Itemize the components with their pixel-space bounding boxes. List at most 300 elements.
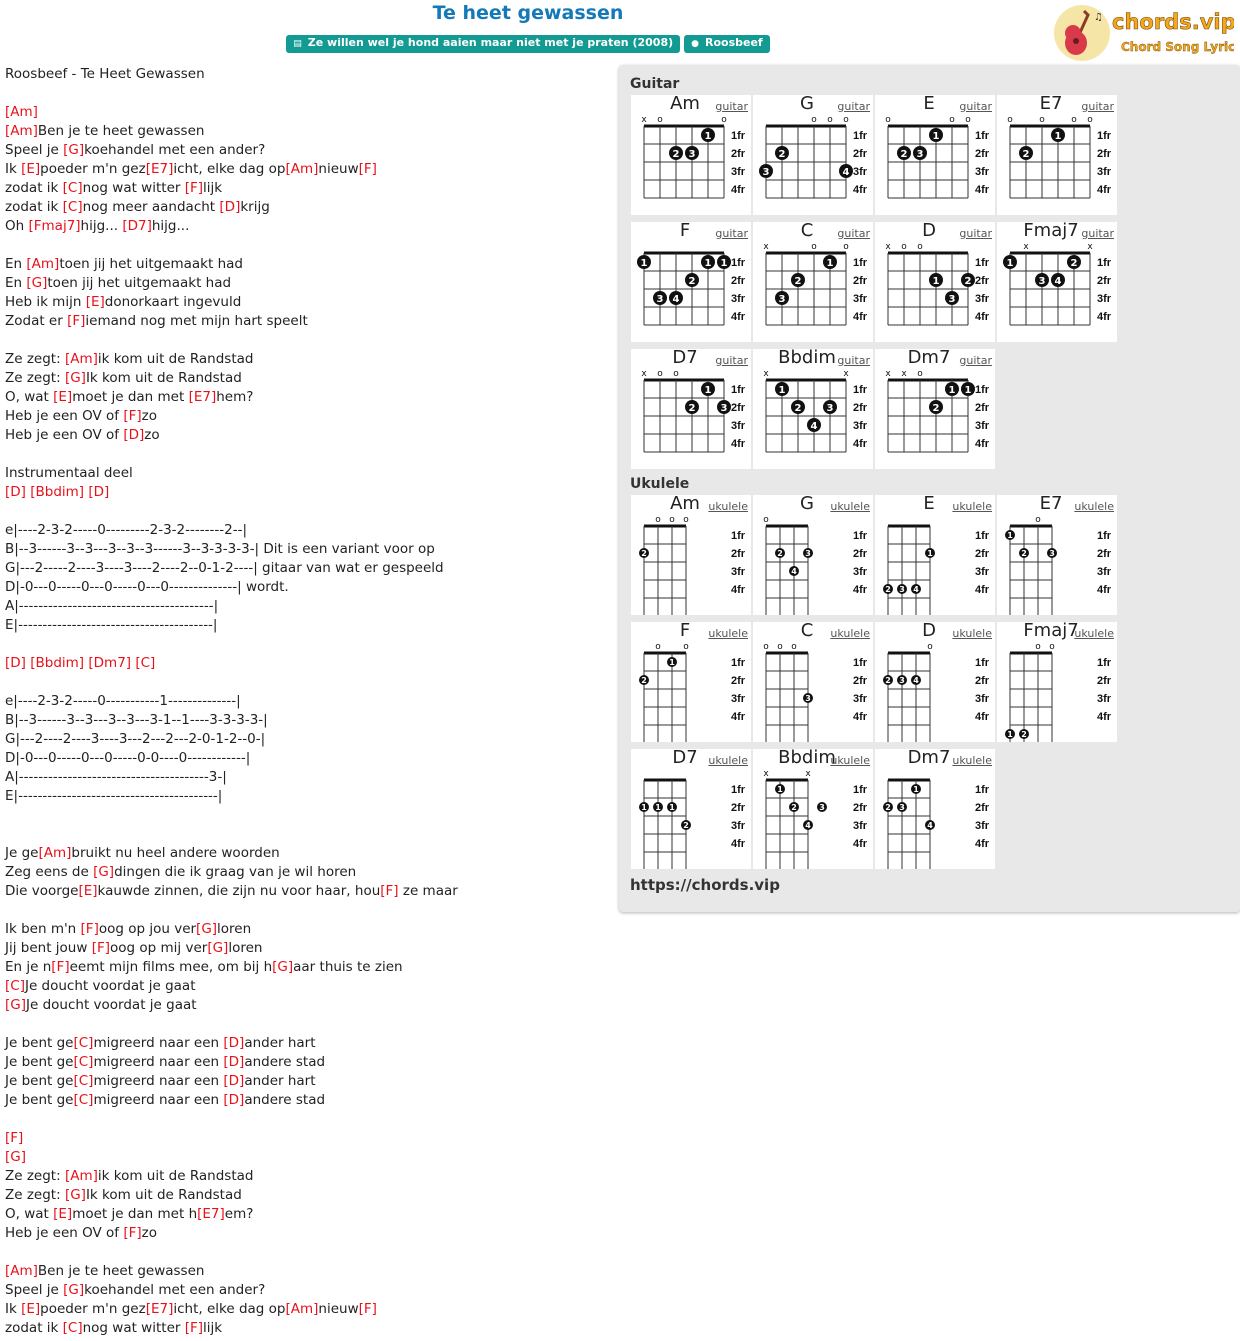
finger-number: 1 [964, 385, 972, 396]
fret-label: 2fr [975, 402, 990, 414]
chord-card-guitar-bbdim[interactable] [753, 349, 873, 469]
open-marker: o [1039, 115, 1045, 125]
chord-diagram [631, 495, 751, 615]
chord-diagram [631, 222, 751, 342]
guitar-link[interactable]: guitar [1081, 100, 1114, 113]
chord-diagram [875, 749, 995, 869]
chord-panel [619, 65, 1240, 912]
fret-label: 3fr [853, 293, 868, 305]
ukulele-heading: Ukulele [630, 476, 690, 492]
chord-card-ukulele-e7[interactable] [997, 495, 1117, 615]
finger-number: 1 [1007, 531, 1013, 540]
fret-label: 3fr [975, 293, 990, 305]
fret-label: 3fr [731, 166, 746, 178]
fret-label: 2fr [731, 148, 746, 160]
fret-label: 1fr [853, 130, 868, 142]
fret-label: 2fr [1097, 675, 1112, 687]
finger-number: 1 [720, 258, 728, 269]
lyric-line: Heb je een OV of [F]zo [5, 408, 158, 424]
lyric-line: Zeg eens de [G]dingen die ik graag van je wil horen [5, 864, 357, 880]
lyric-line: Je bent ge[C]migreerd naar een [D]andere stad [5, 1054, 326, 1070]
chord-card-guitar-d7[interactable] [631, 349, 751, 469]
chord-link[interactable]: [F] [358, 1301, 377, 1317]
lyric-line: Die voorge[E]kauwde zinnen, die zijn nu voor haar, hou[F] ze maar [5, 883, 458, 899]
chord-link[interactable]: [F] [184, 1320, 204, 1336]
fret-label: 1fr [853, 657, 868, 669]
fret-label: 4fr [731, 184, 746, 196]
chord-link[interactable]: [G] [196, 921, 218, 937]
fret-label: 2fr [975, 675, 990, 687]
guitar-link[interactable]: guitar [837, 100, 870, 113]
fret-label: 4fr [975, 584, 990, 596]
finger-number: 2 [791, 803, 797, 812]
mute-marker: x [763, 769, 769, 779]
chord-card-guitar-dm7[interactable] [875, 349, 995, 469]
finger-number: 2 [1021, 549, 1027, 558]
chord-link[interactable]: [E7] [145, 161, 174, 177]
chord-link[interactable]: [Am] [5, 123, 38, 139]
chord-link[interactable]: [Bbdim] [30, 484, 85, 500]
lyric-line: En [G]toen jij het uitgemaakt had [5, 275, 232, 291]
mute-marker: x [763, 242, 769, 252]
fret-label: 2fr [1097, 275, 1112, 287]
chord-diagram [875, 95, 995, 215]
lyric-line: Oh [Fmaj7]hijg... [D7]hijg... [5, 218, 190, 234]
chord-card-guitar-d[interactable] [875, 222, 995, 342]
chord-name: Am [670, 493, 700, 514]
open-marker: o [763, 515, 769, 525]
finger-number: 2 [932, 403, 940, 414]
guitar-link[interactable]: guitar [715, 227, 748, 240]
fret-label: 1fr [853, 257, 868, 269]
chord-card-guitar-fmaj7[interactable] [997, 222, 1117, 342]
guitar-link[interactable]: guitar [715, 354, 748, 367]
finger-number: 2 [794, 276, 802, 287]
open-marker: o [885, 115, 891, 125]
artist-badge[interactable] [684, 35, 770, 53]
lyric-line: e|----2-3-2-----0-----------1--------------| [5, 693, 241, 709]
lyric-line: zodat ik [C]nog meer aandacht [D]krijg [5, 199, 270, 215]
chord-card-guitar-e7[interactable] [997, 95, 1117, 215]
chord-card-ukulele-d[interactable] [875, 622, 995, 742]
lyric-line: Ze zegt: [G]Ik kom uit de Randstad [5, 370, 242, 386]
finger-number: 2 [885, 585, 891, 594]
fret-label: 4fr [853, 584, 868, 596]
chord-link[interactable]: [E] [21, 1301, 41, 1317]
open-marker: o [843, 242, 849, 252]
lyric-line: Roosbeef - Te Heet Gewassen [5, 66, 205, 82]
chord-diagram [997, 495, 1117, 615]
finger-number: 3 [826, 403, 834, 414]
chord-link[interactable]: [Fmaj7] [28, 218, 81, 234]
album-label: Ze willen wel je hond aaien maar niet met je praten (2008) [307, 36, 674, 49]
fret-label: 4fr [853, 184, 868, 196]
chord-link[interactable]: [G] [272, 959, 294, 975]
open-marker: o [917, 369, 923, 379]
fret-label: 2fr [731, 675, 746, 687]
chord-link[interactable]: [C] [73, 1035, 94, 1051]
finger-number: 2 [641, 676, 647, 685]
lyric-line: Speel je [G]koehandel met een ander? [5, 1282, 266, 1298]
finger-number: 1 [927, 549, 933, 558]
chord-link[interactable]: [D] [5, 484, 26, 500]
chord-link[interactable]: [D] [123, 427, 145, 443]
chord-link[interactable]: [Bbdim] [30, 655, 85, 671]
fret-label: 1fr [975, 130, 990, 142]
finger-number: 1 [640, 258, 648, 269]
chord-link[interactable]: [C] [62, 199, 83, 215]
fret-label: 1fr [975, 784, 990, 796]
finger-number: 3 [656, 294, 664, 305]
ukulele-link[interactable]: ukulele [708, 627, 748, 640]
open-marker: o [673, 369, 679, 379]
chord-link[interactable]: [D] [223, 1054, 245, 1070]
chord-card-guitar-c[interactable] [753, 222, 873, 342]
fret-label: 3fr [731, 420, 746, 432]
open-marker: o [721, 115, 727, 125]
open-marker: o [657, 115, 663, 125]
chord-link[interactable]: [E] [53, 389, 73, 405]
fret-label: 2fr [731, 275, 746, 287]
ukulele-link[interactable]: ukulele [830, 754, 870, 767]
chord-name: Dm7 [907, 347, 951, 368]
chord-name: E7 [1039, 493, 1063, 514]
lyric-line: D|-0---0-----0---0-----0---0--------------| wordt. [5, 579, 289, 595]
lyric-line [5, 502, 605, 521]
fret-label: 3fr [1097, 293, 1112, 305]
open-marker: o [811, 115, 817, 125]
finger-number: 2 [683, 821, 689, 830]
fret-label: 1fr [1097, 530, 1112, 542]
finger-number: 1 [1006, 258, 1014, 269]
fret-label: 4fr [731, 584, 746, 596]
guitar-link[interactable]: guitar [715, 100, 748, 113]
finger-number: 1 [655, 803, 661, 812]
chord-link[interactable]: [C] [73, 1073, 94, 1089]
chord-link[interactable]: [F] [123, 1225, 142, 1241]
finger-number: 2 [672, 149, 680, 160]
fret-label: 1fr [853, 784, 868, 796]
fret-label: 1fr [975, 657, 990, 669]
chord-link[interactable]: [D] [219, 199, 241, 215]
lyric-line: Ze zegt: [Am]ik kom uit de Randstad [5, 1168, 254, 1184]
chord-link[interactable]: [E7] [145, 1301, 174, 1317]
lyric-line: Ik ben m'n [F]oog op jou ver[G]loren [5, 921, 252, 937]
ukulele-link[interactable]: ukulele [952, 500, 992, 513]
chord-link[interactable]: [G] [64, 1187, 86, 1203]
chord-diagram [875, 622, 995, 742]
chord-name: Dm7 [907, 747, 951, 768]
finger-number: 2 [885, 676, 891, 685]
chord-link[interactable]: [C] [5, 978, 25, 994]
lyric-line [5, 103, 605, 122]
open-marker: o [1035, 515, 1041, 525]
chord-link[interactable]: [C] [62, 180, 83, 196]
album-icon: ▤ [293, 39, 302, 49]
fret-label: 4fr [731, 438, 746, 450]
fret-label: 3fr [853, 420, 868, 432]
chord-card-ukulele-e[interactable] [875, 495, 995, 615]
lyric-line: zodat ik [C]nog wat witter [F]lijk [5, 1320, 223, 1336]
open-marker: o [657, 369, 663, 379]
lyric-line [5, 236, 605, 255]
chord-link[interactable]: [Am] [285, 161, 319, 177]
chord-link[interactable]: [F] [91, 940, 111, 956]
mute-marker: x [885, 242, 891, 252]
guitar-link[interactable]: guitar [959, 227, 992, 240]
mute-marker: x [1087, 242, 1093, 252]
chord-link[interactable]: [E7] [197, 1206, 225, 1222]
open-marker: o [763, 642, 769, 652]
lyric-line [5, 654, 605, 673]
chord-link[interactable]: [Dm7] [88, 655, 132, 671]
chord-link[interactable]: [C] [73, 1092, 94, 1108]
finger-number: 1 [826, 258, 834, 269]
chord-link[interactable]: [C] [73, 1054, 94, 1070]
chord-link[interactable]: [C] [62, 1320, 83, 1336]
finger-number: 4 [810, 421, 818, 432]
finger-number: 1 [777, 785, 783, 794]
lyric-line: Je ge[Am]bruikt nu heel andere woorden [5, 845, 280, 861]
finger-number: 3 [720, 403, 728, 414]
fret-label: 2fr [853, 275, 868, 287]
guitar-link[interactable]: guitar [837, 354, 870, 367]
chord-diagram [753, 622, 873, 742]
fret-label: 1fr [1097, 657, 1112, 669]
ukulele-link[interactable]: ukulele [952, 627, 992, 640]
chord-card-guitar-e[interactable] [875, 95, 995, 215]
chord-link[interactable]: [F] [51, 959, 70, 975]
open-marker: o [669, 515, 675, 525]
ukulele-link[interactable]: ukulele [1074, 500, 1114, 513]
chord-link[interactable]: [G] [5, 997, 26, 1013]
chord-link[interactable]: [Am] [64, 351, 98, 367]
chord-link[interactable]: [Am] [5, 104, 38, 120]
chord-link[interactable]: [F] [5, 1130, 24, 1146]
chord-link[interactable]: [F] [358, 161, 377, 177]
chord-card-ukulele-dm7[interactable] [875, 749, 995, 869]
ukulele-link[interactable]: ukulele [830, 500, 870, 513]
chord-link[interactable]: [D] [5, 655, 26, 671]
chord-link[interactable]: [F] [184, 180, 204, 196]
lyric-line: G|---2-----2----3----3----2----2--0-1-2----| gitaar van wat er gespeeld [5, 560, 444, 576]
finger-number: 4 [913, 585, 919, 594]
chord-link[interactable]: [F] [80, 921, 99, 937]
chord-link[interactable]: [D] [223, 1035, 245, 1051]
chord-name: Am [670, 93, 700, 114]
chord-link[interactable]: [E7] [188, 389, 217, 405]
lyric-line: G|---2----2----3----3---2---2---2-0-1-2--0-| [5, 731, 266, 747]
open-marker: o [791, 642, 797, 652]
open-marker: o [927, 642, 933, 652]
fret-label: 2fr [853, 802, 868, 814]
chord-link[interactable]: [D] [223, 1073, 245, 1089]
lyric-line: B|--3------3--3---3--3---3-1--1----3-3-3-3-| [5, 712, 268, 728]
fret-label: 4fr [853, 438, 868, 450]
lyric-line [5, 1129, 605, 1148]
finger-number: 4 [1054, 276, 1062, 287]
chord-name: F [679, 620, 691, 641]
chord-card-ukulele-bbdim[interactable] [753, 749, 873, 869]
mute-marker: x [641, 115, 647, 125]
chord-link[interactable]: [Am] [285, 1301, 319, 1317]
finger-number: 3 [688, 149, 696, 160]
guitar-link[interactable]: guitar [1081, 227, 1114, 240]
finger-number: 3 [1049, 549, 1055, 558]
chord-link[interactable]: [E] [53, 1206, 73, 1222]
chord-name: D7 [672, 747, 698, 768]
open-marker: o [1071, 115, 1077, 125]
fret-label: 2fr [853, 148, 868, 160]
open-marker: o [683, 515, 689, 525]
chord-diagram [875, 349, 995, 469]
fret-label: 2fr [975, 148, 990, 160]
chord-link[interactable]: [G] [207, 940, 229, 956]
chord-link[interactable]: [G] [93, 864, 115, 880]
album-badge[interactable] [286, 35, 680, 53]
chord-name: F [679, 220, 691, 241]
chord-card-guitar-am[interactable] [631, 95, 751, 215]
finger-number: 4 [805, 821, 811, 830]
open-marker: o [1049, 642, 1055, 652]
lyric-line: Instrumentaal deel [5, 465, 133, 481]
chord-link[interactable]: [D] [88, 484, 110, 500]
fret-label: 1fr [975, 530, 990, 542]
fret-label: 4fr [975, 184, 990, 196]
open-marker: o [843, 115, 849, 125]
finger-number: 1 [1007, 730, 1013, 739]
fret-label: 1fr [853, 384, 868, 396]
chord-card-ukulele-am[interactable] [631, 495, 751, 615]
fret-label: 4fr [731, 838, 746, 850]
ukulele-link[interactable]: ukulele [1074, 627, 1114, 640]
lyric-line: Heb je een OV of [D]zo [5, 427, 160, 443]
finger-number: 4 [791, 567, 797, 576]
fret-label: 1fr [731, 257, 746, 269]
fret-label: 4fr [975, 838, 990, 850]
chord-link[interactable]: [Am] [64, 1168, 98, 1184]
finger-number: 1 [669, 658, 675, 667]
chord-link[interactable]: [E] [78, 883, 98, 899]
chord-link[interactable]: [G] [26, 275, 48, 291]
lyric-line: D|-0---0-----0---0-----0-0----0------------| [5, 750, 251, 766]
mute-marker: x [805, 769, 811, 779]
chord-link[interactable]: [G] [63, 1282, 85, 1298]
chord-diagram [753, 349, 873, 469]
finger-number: 2 [778, 149, 786, 160]
finger-number: 1 [778, 385, 786, 396]
chord-name: Fmaj7 [1023, 620, 1079, 641]
ukulele-link[interactable]: ukulele [830, 627, 870, 640]
chord-link[interactable]: [G] [5, 1149, 26, 1165]
fret-label: 3fr [853, 693, 868, 705]
lyric-line: En [Am]toen jij het uitgemaakt had [5, 256, 243, 272]
chord-card-guitar-g[interactable] [753, 95, 873, 215]
finger-number: 3 [805, 694, 811, 703]
chord-diagram [753, 95, 873, 215]
lyrics-body [5, 65, 605, 1338]
chord-card-ukulele-g[interactable] [753, 495, 873, 615]
chord-link[interactable]: [Am] [38, 845, 72, 861]
mute-marker: x [763, 369, 769, 379]
finger-number: 3 [916, 149, 924, 160]
lyric-line: Heb ik mijn [E]donorkaart ingevuld [5, 294, 242, 310]
chord-link[interactable]: [G] [63, 142, 85, 158]
finger-number: 3 [778, 294, 786, 305]
chord-link[interactable]: [Am] [5, 1263, 38, 1279]
chord-link[interactable]: [F] [67, 313, 86, 329]
guitar-heading: Guitar [630, 76, 680, 92]
fret-label: 3fr [975, 566, 990, 578]
lyric-line: Ik [E]poeder m'n gez[E7]icht, elke dag op[Am]nieuw[F] [5, 1301, 377, 1317]
chord-link[interactable]: [D] [223, 1092, 245, 1108]
guitar-link[interactable]: guitar [959, 354, 992, 367]
site-logo[interactable] [1054, 3, 1234, 63]
chord-card-guitar-f[interactable] [631, 222, 751, 342]
lyric-line: E|----------------------------------------| [5, 617, 218, 633]
chord-name: E [923, 93, 935, 114]
chord-card-ukulele-c[interactable] [753, 622, 873, 742]
lyric-line: Je bent ge[C]migreerd naar een [D]ander hart [5, 1035, 316, 1051]
open-marker: o [901, 242, 907, 252]
chord-name: E7 [1039, 93, 1063, 114]
finger-number: 1 [948, 385, 956, 396]
finger-number: 4 [913, 676, 919, 685]
finger-number: 1 [669, 803, 675, 812]
chord-link[interactable]: [G] [64, 370, 86, 386]
chord-diagram [631, 749, 751, 869]
site-url[interactable]: https://chords.vip [630, 876, 780, 894]
guitar-link[interactable]: guitar [959, 100, 992, 113]
fret-label: 2fr [975, 548, 990, 560]
chord-card-ukulele-d7[interactable] [631, 749, 751, 869]
chord-link[interactable]: [D7] [122, 218, 152, 234]
fret-label: 2fr [731, 802, 746, 814]
lyric-line: En je n[F]eemt mijn films mee, om bij h[G]aar thuis te zien [5, 959, 403, 975]
chord-name: G [800, 493, 814, 514]
ukulele-link[interactable]: ukulele [708, 754, 748, 767]
lyric-line: Ze zegt: [G]Ik kom uit de Randstad [5, 1187, 242, 1203]
ukulele-link[interactable]: ukulele [708, 500, 748, 513]
fret-label: 4fr [1097, 711, 1112, 723]
finger-number: 3 [762, 167, 770, 178]
chord-link[interactable]: [F] [380, 883, 399, 899]
chord-name: Bbdim [778, 347, 836, 368]
fret-label: 2fr [731, 548, 746, 560]
finger-number: 2 [900, 149, 908, 160]
chord-link[interactable]: [E] [85, 294, 105, 310]
chord-link[interactable]: [Am] [26, 256, 60, 272]
chord-link[interactable]: [E] [21, 161, 41, 177]
chord-name: Bbdim [778, 747, 836, 768]
chord-card-ukulele-fmaj7[interactable] [997, 622, 1117, 742]
finger-number: 2 [964, 276, 972, 287]
lyric-line [5, 1015, 605, 1034]
mute-marker: x [885, 369, 891, 379]
lyric-line: [G]Je doucht voordat je gaat [5, 997, 197, 1013]
finger-number: 2 [1022, 149, 1030, 160]
song-title: Te heet gewassen [432, 2, 624, 24]
chord-link[interactable]: [F] [123, 408, 142, 424]
chord-link[interactable]: [C] [135, 655, 156, 671]
chord-card-ukulele-f[interactable] [631, 622, 751, 742]
guitar-link[interactable]: guitar [837, 227, 870, 240]
fret-label: 3fr [1097, 693, 1112, 705]
fret-label: 4fr [975, 311, 990, 323]
open-marker: o [683, 642, 689, 652]
finger-number: 1 [704, 385, 712, 396]
ukulele-link[interactable]: ukulele [952, 754, 992, 767]
